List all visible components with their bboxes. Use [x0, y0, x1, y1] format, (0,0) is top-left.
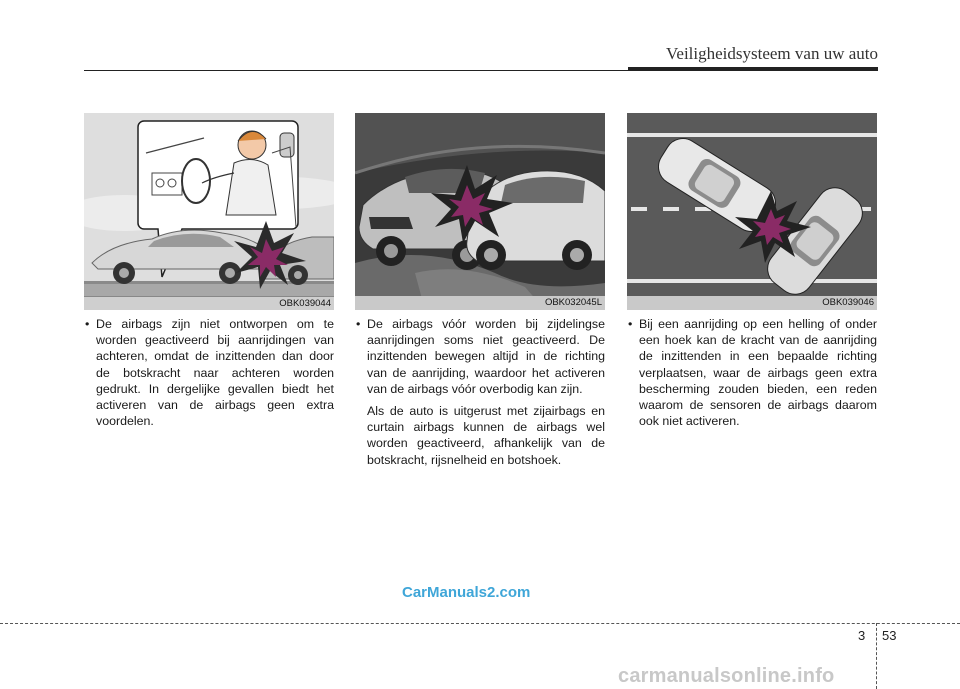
bullet-paragraph: • De airbags zijn niet ontworpen om te worden geactiveerd bij aanrijdingen van achteren, omdat de inzittenden dan door de botskracht naar achteren worden gedrukt. In dergelijke gevallen biedt het activeren van de airbags geen extra voordelen.	[84, 316, 334, 429]
header-rule-accent	[628, 67, 878, 71]
angle-collision-illustration	[627, 113, 877, 310]
figure-code: OBK039046	[627, 296, 877, 310]
footer-vertical-divider	[876, 623, 877, 689]
chapter-number: 3	[858, 628, 866, 643]
footer-divider	[0, 623, 960, 624]
figure-angle-collision	[627, 113, 877, 310]
page-number: 53	[882, 628, 897, 643]
figure-code: OBK032045L	[355, 296, 605, 310]
followup-paragraph: Als de auto is uitgerust met zijairbags en curtain airbags kunnen de airbags wel worden geactiveerd, afhankelijk van de botskracht, rijsnelheid en botshoek.	[367, 404, 605, 467]
bottom-watermark: carmanualsonline.info	[618, 665, 835, 687]
bullet-paragraph: • De airbags vóór worden bij zijdelingse aanrijdingen soms niet geactiveerd. De inzittenden bewegen altijd in de richting van de aanrijding, waardoor het activeren van de airbags vóór overbodig kan zijn.	[355, 316, 605, 397]
bullet-paragraph: • Bij een aanrijding op een helling of onder een hoek kan de kracht van de aanrijding de inzittenden in een bepaalde richting verplaatsen, waar de airbags geen extra bescherming zouden bieden, een reden waarom de sensoren de airbags daarom ook niet activeren.	[627, 316, 877, 429]
site-watermark-link[interactable]: CarManuals2.com	[402, 584, 531, 601]
text-column-3	[627, 316, 877, 429]
figure-rear-collision	[84, 113, 334, 310]
text-column-1	[84, 316, 334, 429]
text-column-2	[355, 316, 605, 468]
figure-code: OBK039044	[84, 296, 334, 310]
side-collision-illustration	[355, 113, 605, 310]
page-header-title: Veiligheidsysteem van uw auto	[666, 44, 878, 63]
rear-collision-illustration	[84, 113, 334, 310]
figure-side-collision	[355, 113, 605, 310]
